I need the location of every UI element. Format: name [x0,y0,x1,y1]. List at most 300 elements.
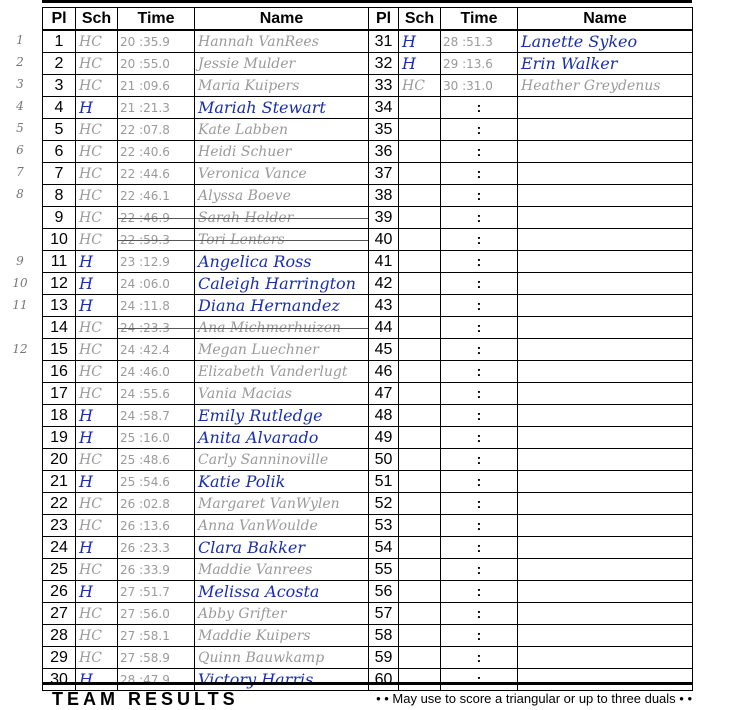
place-cell-2 [369,559,399,581]
time-cell-2-text: : [476,120,482,137]
place-cell [43,361,76,383]
school-cell-text: H [79,669,93,689]
team-results-title: TEAM RESULTS [52,689,239,709]
name-cell-text: Abby Grifter [198,605,287,622]
school-cell [76,581,118,603]
time-cell-text: 24 :06.0 [120,276,170,291]
time-cell-2-text: : [476,406,482,423]
table-row [43,141,693,163]
time-cell-2 [441,229,518,251]
time-cell-2 [441,493,518,515]
time-cell [118,185,195,207]
time-cell-text: 23 :12.9 [120,254,170,269]
time-cell [118,361,195,383]
name-cell [195,141,369,163]
place-cell-2-text: 40 [374,230,393,248]
name-cell [195,603,369,625]
school-cell-2 [399,515,441,537]
time-cell [118,119,195,141]
place-cell-2 [369,97,399,119]
school-cell-text: H [79,537,93,557]
time-cell-text: 20 :55.0 [120,56,170,71]
table-row [43,163,693,185]
time-cell-2 [441,339,518,361]
school-cell [76,449,118,471]
time-cell-text: 26 :23.3 [120,540,170,555]
time-cell-2 [441,471,518,493]
time-cell-2-text: : [476,384,482,401]
name-cell [195,471,369,493]
place-cell [43,515,76,537]
name-cell-2 [518,53,693,75]
school-cell-text: HC [79,209,102,226]
name-cell [195,427,369,449]
place-cell-2 [369,185,399,207]
name-cell-2 [518,625,693,647]
place-cell [43,383,76,405]
name-cell [195,493,369,515]
time-cell [118,229,195,251]
time-cell-2 [441,515,518,537]
footer-note: • • May use to score a triangular or up to three duals • • [376,691,692,706]
time-cell [118,75,195,97]
name-cell-2 [518,185,693,207]
place-cell-2 [369,317,399,339]
school-cell-text: HC [79,341,102,358]
table-row [43,185,693,207]
margin-place-mark: 5 [16,121,24,136]
school-cell [76,603,118,625]
place-cell-2 [369,339,399,361]
time-cell [118,581,195,603]
table-row [43,229,693,251]
place-cell [43,493,76,515]
place-cell [43,647,76,669]
time-cell-text: 27 :51.7 [120,584,170,599]
time-cell-2 [441,251,518,273]
place-cell-2 [369,493,399,515]
place-cell-2 [369,383,399,405]
school-cell-text: HC [79,495,102,512]
school-cell-2 [399,163,441,185]
time-cell-2 [441,361,518,383]
name-cell-2 [518,273,693,295]
time-cell-text: 24 :46.0 [120,364,170,379]
place-cell [43,537,76,559]
place-cell-text: 12 [50,274,68,292]
place-cell-2-text: 44 [374,318,393,336]
name-cell-2 [518,251,693,273]
name-cell-text: Jessie Mulder [198,55,296,72]
place-cell-2-text: 47 [374,384,393,402]
school-cell-text: H [79,581,93,601]
table-row [43,537,693,559]
table-row [43,361,693,383]
place-cell-2 [369,251,399,273]
name-cell-2 [518,537,693,559]
school-cell-text: H [79,97,93,117]
name-cell-2 [518,647,693,669]
table-row [43,30,693,53]
name-cell [195,383,369,405]
header-row [43,8,693,31]
place-cell-text: 7 [54,164,64,182]
table-row [43,295,693,317]
place-cell-2-text: 42 [374,274,393,292]
place-cell-text: 19 [50,428,68,446]
time-cell [118,295,195,317]
name-cell [195,163,369,185]
school-cell-2 [399,75,441,97]
school-cell-2-text: H [402,53,416,73]
table-row [43,317,693,339]
name-cell-text: Maddie Vanrees [198,561,313,578]
name-cell [195,229,369,251]
time-cell-2 [441,163,518,185]
name-cell-2-text: Heather Greydenus [521,77,661,94]
school-cell [76,30,118,53]
school-cell-2 [399,273,441,295]
time-cell-text: 20 :35.9 [120,34,170,49]
school-cell-2-text: HC [402,77,425,94]
time-cell-2 [441,53,518,75]
school-cell-2 [399,405,441,427]
school-cell-text: HC [79,451,102,468]
place-cell-2 [369,141,399,163]
time-cell [118,647,195,669]
name-cell [195,339,369,361]
name-cell [195,273,369,295]
name-cell [195,559,369,581]
school-cell-2 [399,53,441,75]
name-cell [195,97,369,119]
school-cell [76,97,118,119]
time-cell [118,273,195,295]
name-cell-2 [518,493,693,515]
time-cell [118,141,195,163]
name-cell-text: Heidi Schuer [198,143,292,160]
place-cell-2 [369,273,399,295]
place-cell-2-text: 39 [374,208,393,226]
table-row [43,119,693,141]
time-cell-2 [441,383,518,405]
time-cell-text: 22 :07.8 [120,122,170,137]
strike-through-line [195,240,368,241]
table-row [43,97,693,119]
place-cell [43,295,76,317]
header-pl: Pl [43,8,76,31]
name-cell [195,251,369,273]
time-cell [118,53,195,75]
place-cell-text: 14 [50,318,68,336]
name-cell-2 [518,361,693,383]
time-cell-2 [441,119,518,141]
place-cell-text: 24 [50,538,68,556]
time-cell-2-text: : [476,626,482,643]
name-cell [195,295,369,317]
school-cell [76,471,118,493]
time-cell-text: 24 :11.8 [120,298,170,313]
time-cell-text: 22 :44.6 [120,166,170,181]
school-cell [76,207,118,229]
place-cell-2-text: 36 [374,142,393,160]
time-cell-text: 24 :58.7 [120,408,170,423]
table-row [43,339,693,361]
name-cell-2 [518,559,693,581]
time-cell-text: 26 :33.9 [120,562,170,577]
place-cell-2-text: 32 [374,54,393,72]
place-cell-2 [369,449,399,471]
place-cell-2 [369,361,399,383]
name-cell-text: Maddie Kuipers [198,627,311,644]
place-cell [43,603,76,625]
name-cell [195,581,369,603]
school-cell-2 [399,207,441,229]
table-row [43,515,693,537]
name-cell-text: Ana Michmerhuizen [198,319,342,336]
place-cell-text: 9 [54,208,64,226]
place-cell [43,163,76,185]
time-cell-2-text: : [476,164,482,181]
place-cell-2 [369,427,399,449]
name-cell-2 [518,405,693,427]
time-cell-text: 22 :40.6 [120,144,170,159]
time-cell-2-text: : [476,142,482,159]
school-cell [76,251,118,273]
strike-through-line [118,328,194,329]
table-row [43,207,693,229]
name-cell-2 [518,581,693,603]
margin-place-mark: 6 [16,143,24,158]
name-cell-2-text: Erin Walker [521,53,618,73]
time-cell-2 [441,30,518,53]
school-cell-2 [399,449,441,471]
school-cell-text: H [79,405,93,425]
place-cell-2 [369,207,399,229]
time-cell-2-text: : [476,252,482,269]
place-cell-2-text: 38 [374,186,393,204]
time-cell-text: 27 :58.1 [120,628,170,643]
place-cell-2 [369,405,399,427]
school-cell-2 [399,647,441,669]
name-cell [195,515,369,537]
place-cell-2-text: 52 [374,494,393,512]
time-cell-2-text: 30 :31.0 [443,78,493,93]
place-cell [43,559,76,581]
time-cell-2-text: : [476,186,482,203]
header-time: Time [118,8,195,31]
time-cell [118,30,195,53]
time-cell-2-text: : [476,274,482,291]
place-cell [43,427,76,449]
time-cell-2-text: : [476,296,482,313]
place-cell-text: 30 [50,670,68,688]
margin-place-mark: 3 [16,77,24,92]
school-cell-2 [399,251,441,273]
place-cell-text: 27 [50,604,68,622]
table-row [43,273,693,295]
name-cell [195,53,369,75]
time-cell-text: 24 :55.6 [120,386,170,401]
strike-through-line [195,328,368,329]
place-cell-text: 23 [50,516,68,534]
place-cell-2-text: 35 [374,120,393,138]
time-cell-2-text: : [476,450,482,467]
time-cell-2-text: : [476,538,482,555]
school-cell [76,317,118,339]
school-cell [76,295,118,317]
time-cell-2 [441,427,518,449]
time-cell-2-text: : [476,494,482,511]
place-cell [43,625,76,647]
place-cell-text: 17 [50,384,68,402]
school-cell-text: H [79,427,93,447]
name-cell-2 [518,449,693,471]
school-cell [76,163,118,185]
name-cell-2 [518,141,693,163]
time-cell-text: 26 :02.8 [120,496,170,511]
time-cell-2-text: : [476,604,482,621]
name-cell-text: Victory Harris [198,669,314,689]
time-cell-text: 27 :56.0 [120,606,170,621]
place-cell [43,185,76,207]
margin-place-mark: 2 [16,55,24,70]
time-cell-text: 28 :47.9 [120,672,170,687]
name-cell-text: Clara Bakker [198,537,305,557]
school-cell-2 [399,317,441,339]
time-cell-2-text: : [476,560,482,577]
time-cell-2-text: : [476,318,482,335]
table-row [43,449,693,471]
place-cell-2-text: 46 [374,362,393,380]
school-cell-text: HC [79,561,102,578]
place-cell-2-text: 45 [374,340,393,358]
place-cell-text: 13 [50,296,68,314]
place-cell-text: 2 [54,54,64,72]
time-cell-text: 27 :58.9 [120,650,170,665]
place-cell-2-text: 51 [374,472,393,490]
time-cell-2-text: : [476,362,482,379]
table-row [43,493,693,515]
place-cell-text: 4 [54,98,64,116]
place-cell-2-text: 60 [374,670,393,688]
time-cell [118,207,195,229]
time-cell [118,317,195,339]
time-cell-2 [441,405,518,427]
time-cell-2-text: 29 :13.6 [443,56,493,71]
place-cell-text: 5 [54,120,64,138]
margin-place-mark: 4 [16,99,24,114]
name-cell [195,207,369,229]
school-cell-2 [399,119,441,141]
time-cell-text: 21 :21.3 [120,100,170,115]
place-cell-2-text: 58 [374,626,393,644]
time-cell-2 [441,449,518,471]
school-cell-text: HC [79,627,102,644]
school-cell-2 [399,141,441,163]
time-cell-2 [441,141,518,163]
place-cell [43,449,76,471]
school-cell [76,427,118,449]
time-cell-text: 21 :09.6 [120,78,170,93]
margin-place-mark: 7 [16,165,24,180]
school-cell [76,405,118,427]
time-cell-2 [441,537,518,559]
place-cell [43,75,76,97]
place-cell [43,119,76,141]
time-cell-text: 24 :23.3 [120,320,170,335]
table-row [43,427,693,449]
table-row [43,405,693,427]
school-cell [76,339,118,361]
school-cell-2 [399,97,441,119]
name-cell-2 [518,163,693,185]
school-cell-text: HC [79,363,102,380]
time-cell [118,493,195,515]
place-cell-text: 22 [50,494,68,512]
school-cell [76,119,118,141]
place-cell-text: 21 [50,472,68,490]
name-cell [195,75,369,97]
table-row [43,75,693,97]
school-cell [76,229,118,251]
place-cell-text: 16 [50,362,68,380]
time-cell-text: 25 :16.0 [120,430,170,445]
school-cell-2 [399,427,441,449]
time-cell-2 [441,97,518,119]
time-cell [118,339,195,361]
name-cell-text: Katie Polik [198,471,286,491]
place-cell [43,30,76,53]
school-cell [76,53,118,75]
time-cell-2 [441,581,518,603]
place-cell-2-text: 56 [374,582,393,600]
name-cell-text: Vania Macias [198,385,292,402]
school-cell [76,493,118,515]
school-cell-2 [399,30,441,53]
school-cell-text: HC [79,143,102,160]
place-cell-text: 10 [50,230,68,248]
place-cell-2-text: 43 [374,296,393,314]
table-row [43,383,693,405]
table-row [43,625,693,647]
time-cell-2-text: : [476,98,482,115]
place-cell-text: 28 [50,626,68,644]
place-cell-text: 8 [54,186,64,204]
name-cell [195,185,369,207]
name-cell-text: Angelica Ross [198,251,312,271]
school-cell-text: HC [79,605,102,622]
margin-place-mark: 9 [16,253,24,268]
time-cell-text: 24 :42.4 [120,342,170,357]
time-cell [118,427,195,449]
place-cell-text: 29 [50,648,68,666]
place-cell-2 [369,295,399,317]
name-cell-text: Emily Rutledge [198,405,323,425]
school-cell [76,515,118,537]
school-cell-2 [399,581,441,603]
school-cell-2 [399,603,441,625]
place-cell-2 [369,603,399,625]
school-cell [76,185,118,207]
name-cell-text: Maria Kuipers [198,77,300,94]
time-cell-2 [441,625,518,647]
place-cell-text: 6 [54,142,64,160]
time-cell [118,537,195,559]
time-cell-text: 22 :59.3 [120,232,170,247]
place-cell-text: 15 [50,340,68,358]
header-sch-2: Sch [399,8,441,31]
